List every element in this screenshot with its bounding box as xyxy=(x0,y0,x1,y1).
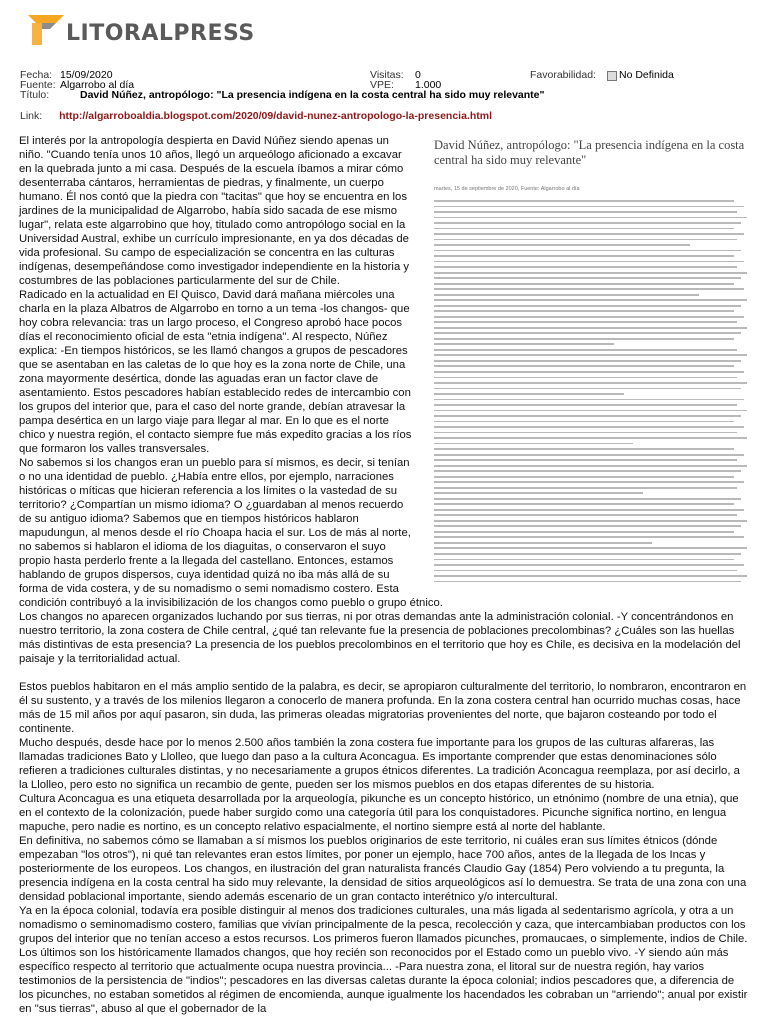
embedded-text-line xyxy=(434,481,744,483)
embedded-text-line xyxy=(434,575,747,577)
embedded-text-line xyxy=(434,266,737,268)
embedded-text-line xyxy=(434,272,747,274)
embedded-text-line xyxy=(434,542,652,544)
article-paragraph: Mucho después, desde hace por lo menos 2.500 años también la zona costera fue importante para los grupos de las culturas alfareras, las llamadas tradiciones Bato y Llolleo, que luego dan paso a la cultura Aconcagua. Es importante comprender que estas denominaciones sólo refieren a tradiciones culturales distintas, y no necesariamente a grupos étnicos diferentes. La tradición Aconcagua reemplaza, por así decirlo, a la Llolleo, pero esto no significa un recambio de gente, pueden ser los mismos pueblos en dos etapas diferentes de su historia. xyxy=(19,737,740,791)
vpe-label: VPE: xyxy=(370,79,394,91)
embedded-text-line xyxy=(434,503,734,505)
logo-text: LITORALPRESS xyxy=(66,20,255,46)
fuente-label: Fuente: xyxy=(20,79,56,91)
embedded-text-line xyxy=(434,305,741,307)
embedded-text-line xyxy=(434,233,744,235)
embedded-clipping-title: David Núñez, antropólogo: "La presencia indígena en la costa central ha sido muy relevante" xyxy=(434,138,745,167)
embedded-text-line xyxy=(434,454,744,456)
article-link[interactable]: http://algarroboaldia.blogspot.com/2020/09/david-nunez-antropologo-la-presencia.html xyxy=(59,110,492,122)
embedded-text-line xyxy=(434,437,747,439)
embedded-text-line xyxy=(434,244,690,246)
embedded-text-line xyxy=(434,432,737,434)
litoralpress-logo-icon xyxy=(28,13,68,47)
embedded-text-line xyxy=(434,343,614,345)
embedded-clipping-text-lines xyxy=(434,200,750,582)
embedded-text-line xyxy=(434,553,741,555)
embedded-text-line xyxy=(434,261,744,263)
article-paragraph: El interés por la antropología despierta en David Núñez siendo apenas un niño. "Cuando tenía unos 10 años, llegó un arqueólogo aficionado a excavar en la quebrada junto a mi casa. Después de la escuela íbamos a mirar cómo desenterraba cántaros, herramientas de piedras, y finalmente, un cuerpo humano. Él nos contó que la piedra con "tacitas" que hoy se encuentra en los jardines de la municipalidad de Algarrobo, había sido sacada de ese mismo lugar", relata este algarrobino que hoy, titulado como antropólogo social en la Universidad Austral, exhibe un currículo impresionante, en ya dos décadas de vida profesional. Su campo de especialización se concentra en las culturas indígenas, desempeñándose como investigador independiente en la historia y costumbres de las poblaciones particularmente del sur de Chile. xyxy=(19,135,410,287)
embedded-text-line xyxy=(434,288,744,290)
embedded-text-line xyxy=(434,410,747,412)
embedded-text-line xyxy=(434,250,741,252)
embedded-text-line xyxy=(434,476,734,478)
litoralpress-logo xyxy=(28,12,255,48)
embedded-text-line xyxy=(434,459,737,461)
embedded-text-line xyxy=(434,487,737,489)
embedded-text-line xyxy=(434,536,744,538)
embedded-text-line xyxy=(434,564,744,566)
embedded-text-line xyxy=(434,531,734,533)
article-paragraph: Los changos no aparecen organizados luchando por sus tierras, ni por otras demandas ante la administración colonial. -Y concentrándonos en nuestro territorio, la zona costera de Chile central, ¿qué tan relevante fue la presencia de poblaciones precolombinas? ¿Cuáles son las huellas más distintivas de esta presencia? La presencia de los pueblos precolombinos en el territorio que hoy es Chile, es decisiva en la modelación del paisaje y la territorialidad actual. xyxy=(19,611,741,665)
titulo-label: Título: xyxy=(20,89,50,101)
embedded-text-line xyxy=(434,448,734,450)
article-paragraph: Estos pueblos habitaron en el más amplio sentido de la palabra, es decir, se apropiaron culturalmente del territorio, lo nombraron, encontraron en él su sustento, y a través de los milenios llegaron a conocerlo de manera profunda. En la zona costera central han ocurrido muchas cosas, hace más de 15 mil años por aquí pasaron, sin duda, las primeras oleadas migratorias provenientes del norte, que bajaron costeando por todo el continente. xyxy=(19,681,747,735)
embedded-text-line xyxy=(434,492,643,494)
embedded-text-line xyxy=(434,211,737,213)
embedded-text-line xyxy=(434,316,744,318)
embedded-text-line xyxy=(434,377,737,379)
embedded-text-line xyxy=(434,470,741,472)
visitas-label: Visitas: xyxy=(370,69,404,81)
embedded-text-line xyxy=(434,498,741,500)
embedded-text-line xyxy=(434,217,747,219)
article-body xyxy=(19,134,750,1016)
embedded-text-line xyxy=(434,228,734,230)
fuente-value: Algarrobo al día xyxy=(60,79,135,91)
vpe-value: 1.000 xyxy=(415,79,442,91)
titulo-value: David Núñez, antropólogo: "La presencia indígena en la costa central ha sido muy relevante" xyxy=(80,89,545,101)
embedded-text-line xyxy=(434,514,737,516)
embedded-text-line xyxy=(434,365,734,367)
embedded-text-line xyxy=(434,354,747,356)
embedded-text-line xyxy=(434,222,741,224)
article-paragraph: Cultura Aconcagua es una etiqueta desarrollada por la arqueología, pikunche es un concepto histórico, un etnónimo (nombre de una etnia), que en el contexto de la colonización, puede haber surgido como una categoría útil para los conquistadores. Picunche significa nortino, en lengua mapuche, pero nadie es nortino, es un concepto relativo espacialmente, el nortino siempre está al norte del hablante. xyxy=(19,793,739,833)
embedded-text-line xyxy=(434,332,741,334)
embedded-text-line xyxy=(434,277,741,279)
left-column xyxy=(19,134,416,456)
article-paragraph: Los últimos son los históricamente llamados changos, que hoy recién son reconocidos por el Estado como un pueblo vivo. -Y siendo aún más específico respecto al territorio que actualmente ocupa nuestra provincia... -Para nuestra zona, el litoral sur de nuestra región, hay varios testimonios de la persistencia de "indios"; pescadores en las diversas caletas durante la época colonial; indios pescadores que, a diferencia de los picunches, no estaban sometidos al régimen de encomienda, aunque igualmente los hacendados les cobraban un "arriendo"; anual por existir en "sus tierras", abuso al que el gobernador de la xyxy=(19,947,748,1015)
embedded-text-line xyxy=(434,509,744,511)
fecha-value: 15/09/2020 xyxy=(60,69,113,81)
article-paragraph: Radicado en la actualidad en El Quisco, David dará mañana miércoles una charla en la plaza Albatros de Algarrobo en torno a un tema -los changos- que hoy cobra relevancia: tras un largo proceso, el Congreso aprobó hace pocos días el reconocimiento oficial de esta "etnia indígena". Al respecto, Núñez explica: -En tiempos históricos, se les llamó changos a grupos de pescadores que se asentaban en las caletas de lo que hoy es la zona norte de Chile, una zona mayormente desértica, donde las aguadas eran un factor clave de asentamiento. Estos pescadores habían establecido redes de intercambio con los grupos del interior que, para el caso del norte grande, debían atravesar la pampa desértica en un largo viaje para llegar al mar. En lo que es el norte chico y nuestra región, el contacto siempre fue más expedito gracias a los ríos que formaron los valles transversales. xyxy=(19,289,412,455)
embedded-text-line xyxy=(434,283,734,285)
embedded-text-line xyxy=(434,525,741,527)
visitas-value: 0 xyxy=(415,69,421,81)
link-row xyxy=(20,110,492,122)
embedded-text-line xyxy=(434,299,747,301)
link-label: Link: xyxy=(20,110,43,122)
embedded-text-line xyxy=(434,206,744,208)
embedded-text-line xyxy=(434,360,741,362)
clipping-metadata xyxy=(20,70,760,100)
embedded-text-line xyxy=(434,393,624,395)
embedded-text-line xyxy=(434,388,741,390)
embedded-text-line xyxy=(434,338,734,340)
article-paragraph: En definitiva, no sabemos cómo se llamaban a sí mismos los pueblos originarios de este territorio, ni cuáles eran sus límites étnicos (dónde empezaban "los otros"), ni qué tan relevantes eran estos límites, por poner un ejemplo, hace 700 años, antes de la llegada de los Incas y posteriormente de los europeos. Los changos, en ilustración del gran naturalista francés Claudio Gay (1854) Pero volviendo a tu pregunta, la presencia indígena en la costa central ha sido muy relevante, la densidad de sitios arqueológicos así lo demuestra. Se trata de una zona con una densidad poblacional importante, siendo además escenario de un gran contacto interétnico y/o intercultural. xyxy=(19,835,747,903)
article-paragraph: No sabemos si los changos eran un pueblo para sí mismos, es decir, si tenían o no una identidad de pueblo. ¿Había entre ellos, por ejemplo, narraciones históricas o míticas que hicieran referencia a los límites o la vastedad de su territorio? ¿Compartían un mismo idioma? O ¿guardaban al menos recuerdo de su antiguo idioma? Sabemos que en tiempos históricos hablaron mapudungun, al menos desde el río Choapa hacia el sur. Los de más al norte, no sabemos si hablaron el idioma de los diaguitas, o conservaron el suyo propio hasta perderlo frente a la llegada del castellano. Entonces, estamos hablando de grupos dispersos, cuya identidad quizá no iba más allá de su forma de vida costera, y de su nomadismo o semi nomadismo costero. Esta condición contribuyó a la invisibilización de los changos como pueblo o grupo étnico. xyxy=(19,457,443,609)
embedded-text-line xyxy=(434,426,744,428)
favorabilidad-label: Favorabilidad: xyxy=(530,69,596,81)
embedded-text-line xyxy=(434,465,747,467)
embedded-text-line xyxy=(434,570,737,572)
embedded-text-line xyxy=(434,294,699,296)
embedded-text-line xyxy=(434,559,734,561)
fecha-label: Fecha: xyxy=(20,69,53,81)
article-paragraph: Ya en la época colonial, todavía era posible distinguir al menos dos tradiciones culturales, una más ligada al sedentarismo agrícola, y otra a un nomadismo o seminomadismo costero, familias que vivían principalmente de la pesca, recolección y caza, que intercambiaban productos con los grupos del interior que no tenían acceso a estos recursos. Los primeros fueron llamados picunches, promaucaes, o simplemente, indios de Chile. xyxy=(19,905,748,945)
embedded-text-line xyxy=(434,382,747,384)
embedded-text-line xyxy=(434,520,747,522)
embedded-text-line xyxy=(434,310,734,312)
embedded-text-line xyxy=(434,421,734,423)
embedded-text-line xyxy=(434,255,734,257)
embedded-text-line xyxy=(434,547,747,549)
embedded-text-line xyxy=(434,200,734,202)
embedded-text-line xyxy=(434,399,744,401)
embedded-text-line xyxy=(434,349,737,351)
favorabilidad-value: No Definida xyxy=(619,69,674,81)
embedded-text-line xyxy=(434,239,737,241)
embedded-text-line xyxy=(434,443,633,445)
embedded-text-line xyxy=(434,321,737,323)
embedded-text-line xyxy=(434,371,744,373)
embedded-text-line xyxy=(434,581,741,583)
embedded-text-line xyxy=(434,404,737,406)
embedded-clipping-image xyxy=(424,132,750,587)
embedded-text-line xyxy=(434,327,747,329)
embedded-text-line xyxy=(434,415,741,417)
embedded-clipping-date: martes, 15 de septiembre de 2020, Fuente: Algarrobo al día xyxy=(434,186,580,192)
